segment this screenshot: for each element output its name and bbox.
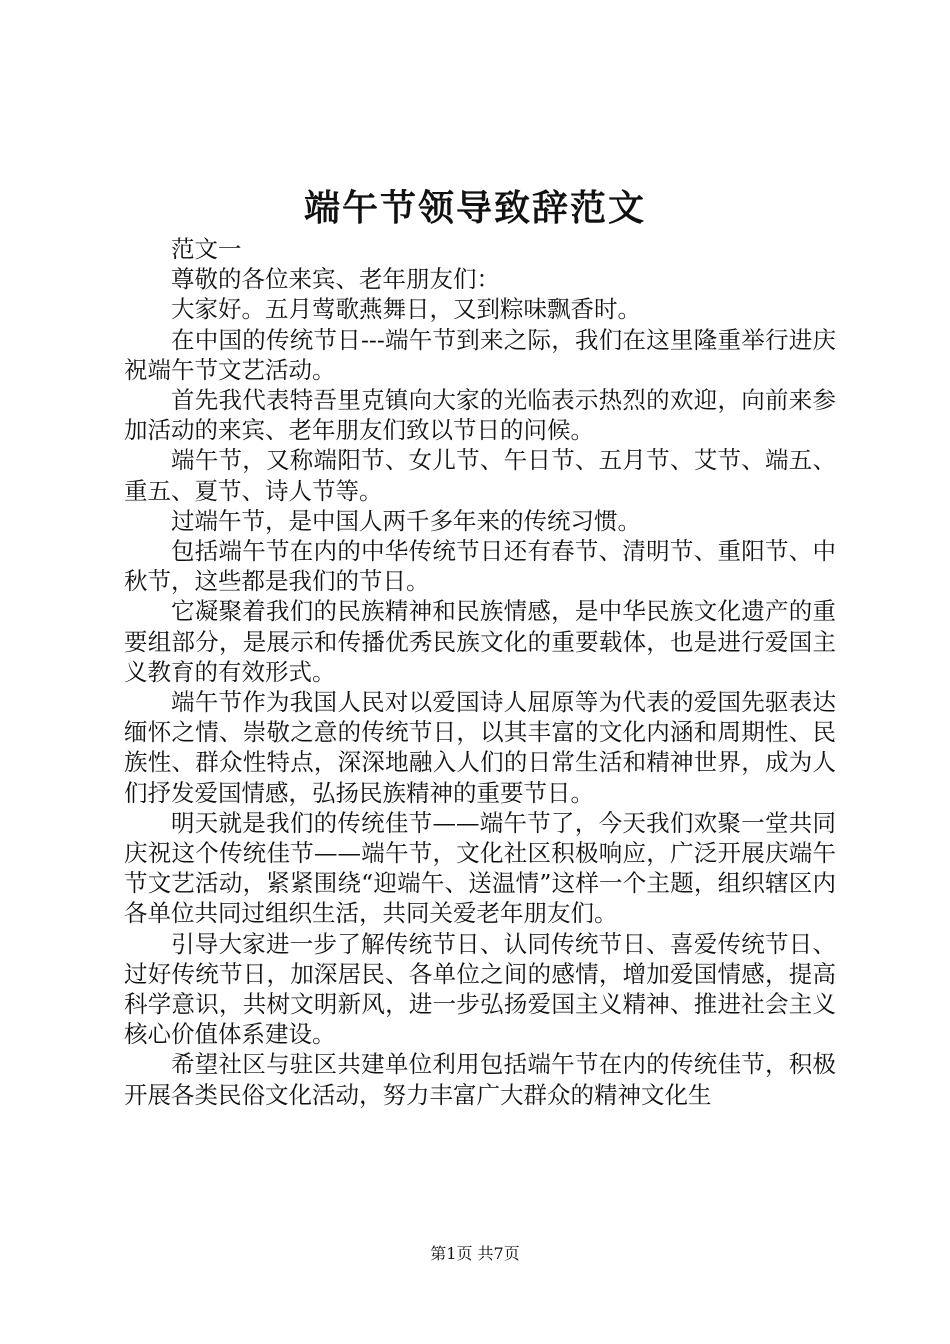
paragraph: 它凝聚着我们的民族精神和民族情感，是中华民族文化遗产的重要组部分，是展示和传播优秀民族文化的重要载体，也是进行爱国主义教育的有效形式。 [124,597,836,686]
paragraph: 范文一 [171,235,242,263]
document-body [124,234,836,1110]
page-number-footer: 第1页 共7页 [430,1244,520,1263]
paragraph: 首先我代表特吾里克镇向大家的光临表示热烈的欢迎，向前来参加活动的来宾、老年朋友们致以节日的问候。 [124,386,836,445]
paragraph: 明天就是我们的传统佳节——端午节了，今天我们欢聚一堂共同庆祝这个传统佳节——端午节，文化社区积极响应，广泛开展庆端午节文艺活动，紧紧围绕“迎端午、送温情”这样一个主题，组织辖区内各单位共同过组织生活，共同关爱老年朋友们。 [124,808,836,928]
paragraph: 包括端午节在内的中华传统节日还有春节、清明节、重阳节、中秋节，这些都是我们的节日。 [124,537,836,596]
paragraph: 在中国的传统节日---端午节到来之际，我们在这里隆重举行进庆祝端午节文艺活动。 [124,325,836,384]
paragraph: 尊敬的各位来宾、老年朋友们： [171,265,500,294]
document-title: 端午节领导致辞范文 [303,187,646,229]
paragraph: 大家好。五月莺歌燕舞日，又到粽味飘香时。 [171,295,641,324]
paragraph: 端午节，又称端阳节、女儿节、午日节、五月节、艾节、端五、重五、夏节、诗人节等。 [124,446,836,505]
paragraph: 希望社区与驻区共建单位利用包括端午节在内的传统佳节，积极开展各类民俗文化活动，努力丰富广大群众的精神文化生 [124,1050,836,1109]
paragraph: 端午节作为我国人民对以爱国诗人屈原等为代表的爱国先驱表达缅怀之情、崇敬之意的传统节日，以其丰富的文化内涵和周期性、民族性、群众性特点，深深地融入人们的日常生活和精神世界，成为人们抒发爱国情感，弘扬民族精神的重要节日。 [124,688,836,807]
paragraph: 过端午节，是中国人两千多年来的传统习惯。 [171,506,641,535]
paragraph: 引导大家进一步了解传统节日、认同传统节日、喜爱传统节日、过好传统节日，加深居民、各单位之间的感情，增加爱国情感，提高科学意识，共树文明新风，进一步弘扬爱国主义精神、推进社会主义核心价值体系建设。 [124,929,836,1049]
